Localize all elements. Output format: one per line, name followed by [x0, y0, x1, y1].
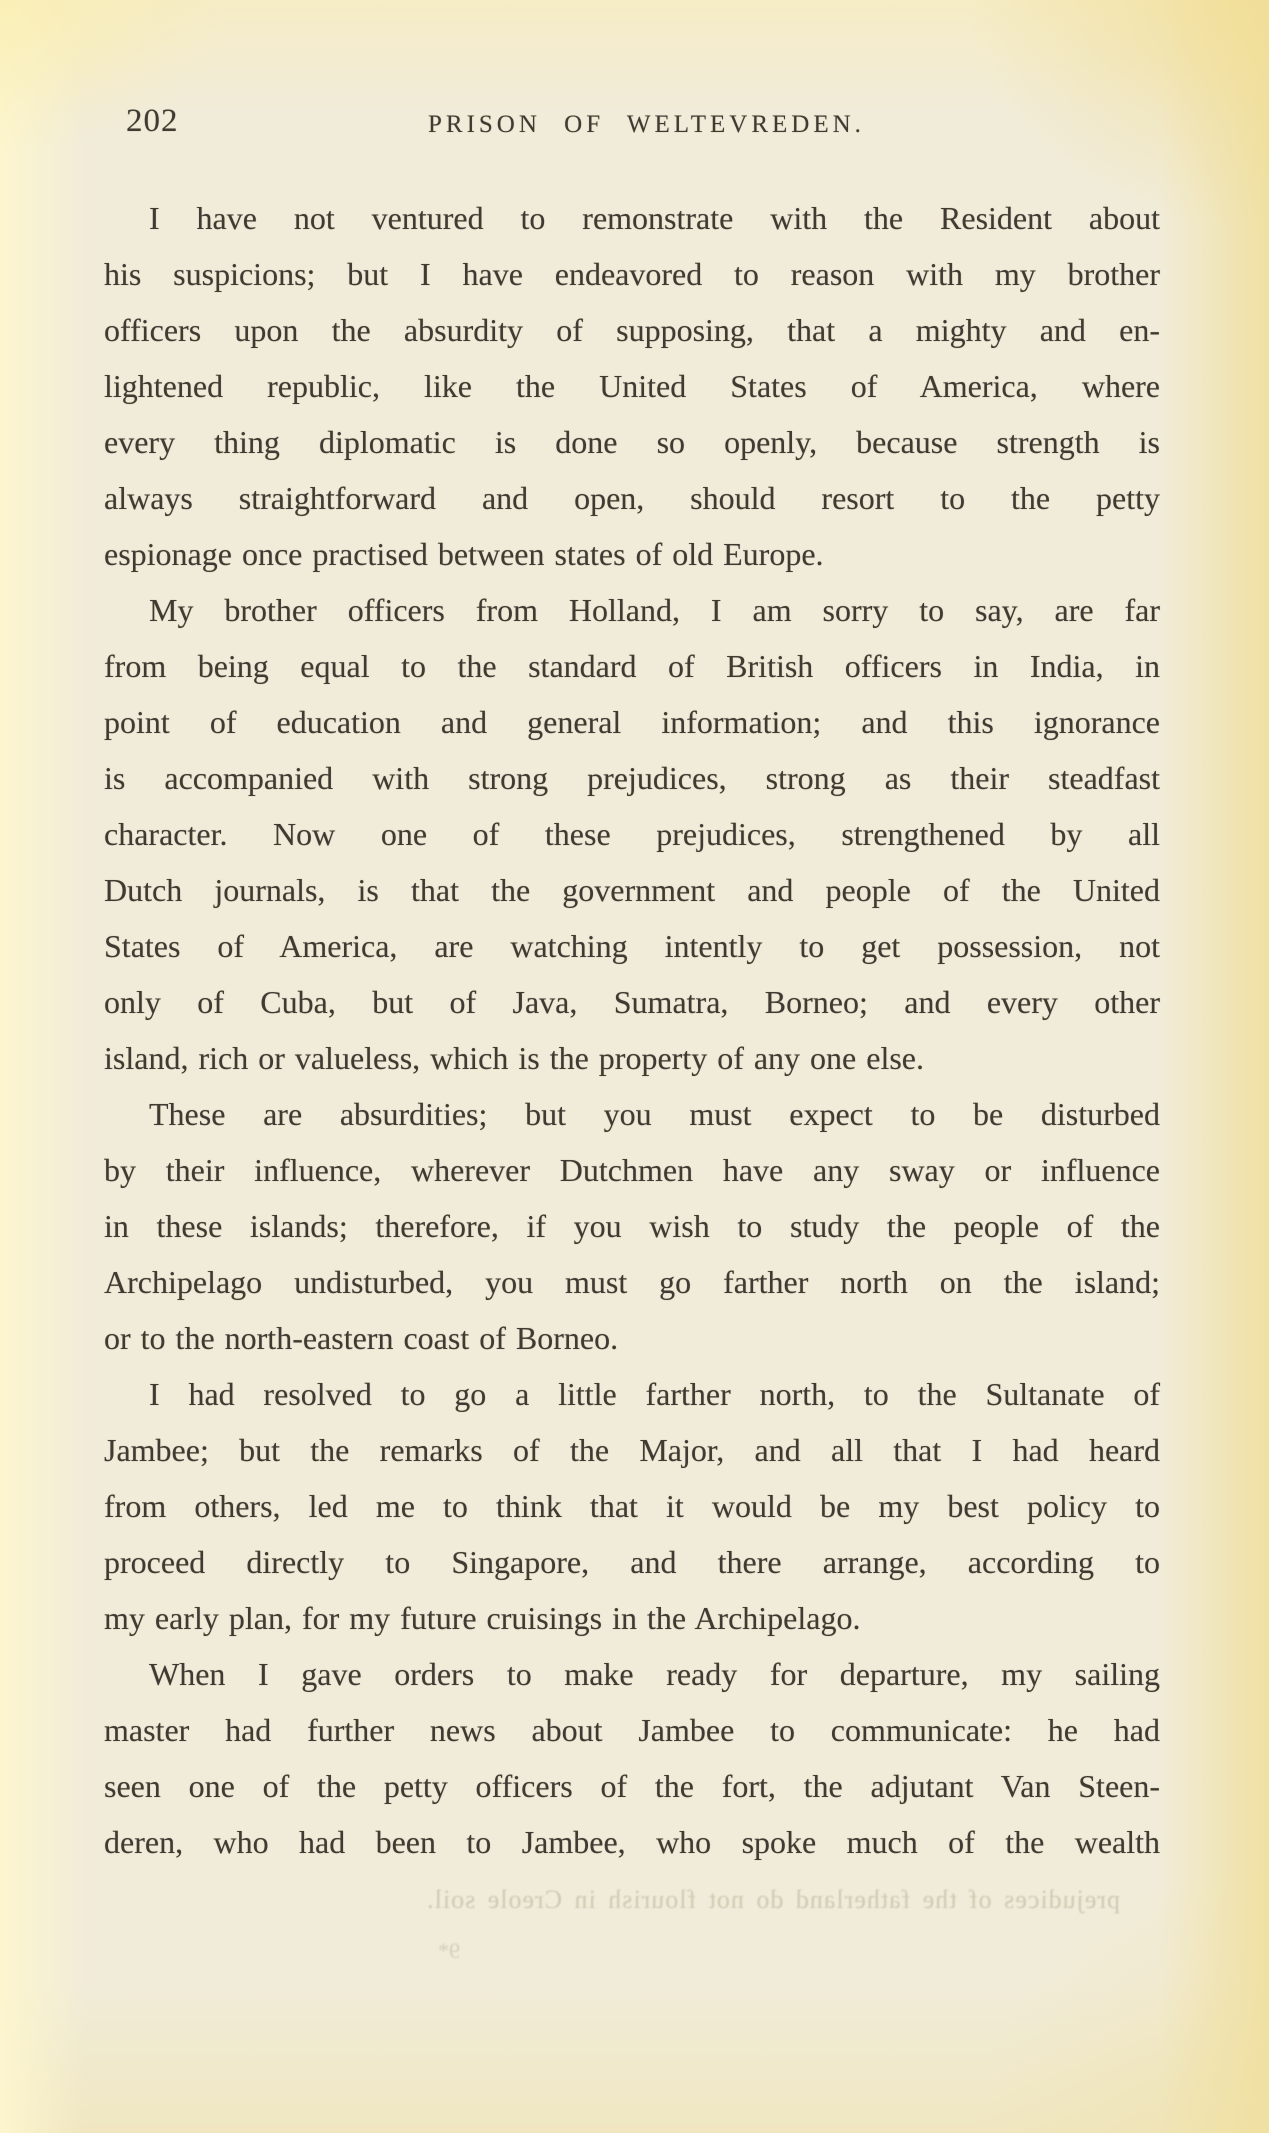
text-line: proceed directly to Singapore, and there arrange, according to	[104, 1544, 1160, 1580]
text-line: point of education and general information; and this ignorance	[104, 704, 1160, 740]
text-line: or to the north-eastern coast of Borneo.	[104, 1320, 619, 1356]
text-line: character. Now one of these prejudices, strengthened by all	[104, 816, 1160, 852]
text-line: his suspicions; but I have endeavored to reason with my brother	[104, 256, 1160, 292]
text-line: by their influence, wherever Dutchmen have any sway or influence	[104, 1152, 1160, 1188]
text-line: lightened republic, like the United States of America, where	[104, 368, 1160, 404]
text-line: is accompanied with strong prejudices, strong as their steadfast	[104, 760, 1160, 796]
text-line: States of America, are watching intently to get possession, not	[104, 928, 1160, 964]
text-line: officers upon the absurdity of supposing, that a mighty and en-	[104, 312, 1160, 348]
show-through-signature-mark: 9*	[438, 1938, 460, 1963]
text-line: my early plan, for my future cruisings in the Archipelago.	[104, 1600, 861, 1636]
running-head: PRISON OF WELTEVREDEN.	[428, 111, 865, 138]
text-line: My brother officers from Holland, I am sorry to say, are far	[149, 592, 1160, 628]
text-line: seen one of the petty officers of the fort, the adjutant Van Steen-	[104, 1768, 1160, 1804]
show-through-text: prejudices of the fatherland do not flourish in Creole soil.	[426, 1885, 1120, 1914]
text-line: These are absurdities; but you must expect to be disturbed	[149, 1096, 1160, 1132]
text-line: deren, who had been to Jambee, who spoke much of the wealth	[104, 1824, 1160, 1860]
text-line: master had further news about Jambee to communicate: he had	[104, 1712, 1160, 1748]
text-line: When I gave orders to make ready for departure, my sailing	[149, 1656, 1160, 1692]
text-line: from being equal to the standard of British officers in India, in	[104, 648, 1160, 684]
text-line: Dutch journals, is that the government and people of the United	[104, 872, 1160, 908]
text-line: in these islands; therefore, if you wish to study the people of the	[104, 1208, 1160, 1244]
text-line: I have not ventured to remonstrate with the Resident about	[149, 200, 1160, 236]
text-line: every thing diplomatic is done so openly, because strength is	[104, 424, 1160, 460]
page-number: 202	[126, 103, 179, 139]
text-line: only of Cuba, but of Java, Sumatra, Borneo; and every other	[104, 984, 1160, 1020]
body-text	[104, 190, 1160, 1870]
text-line: espionage once practised between states of old Europe.	[104, 536, 824, 572]
text-line: I had resolved to go a little farther north, to the Sultanate of	[149, 1376, 1160, 1412]
text-line: Archipelago undisturbed, you must go farther north on the island;	[104, 1264, 1160, 1300]
text-line: Jambee; but the remarks of the Major, and all that I had heard	[104, 1432, 1160, 1468]
text-line: from others, led me to think that it would be my best policy to	[104, 1488, 1160, 1524]
text-line: always straightforward and open, should resort to the petty	[104, 480, 1160, 516]
text-line: island, rich or valueless, which is the property of any one else.	[104, 1040, 924, 1076]
